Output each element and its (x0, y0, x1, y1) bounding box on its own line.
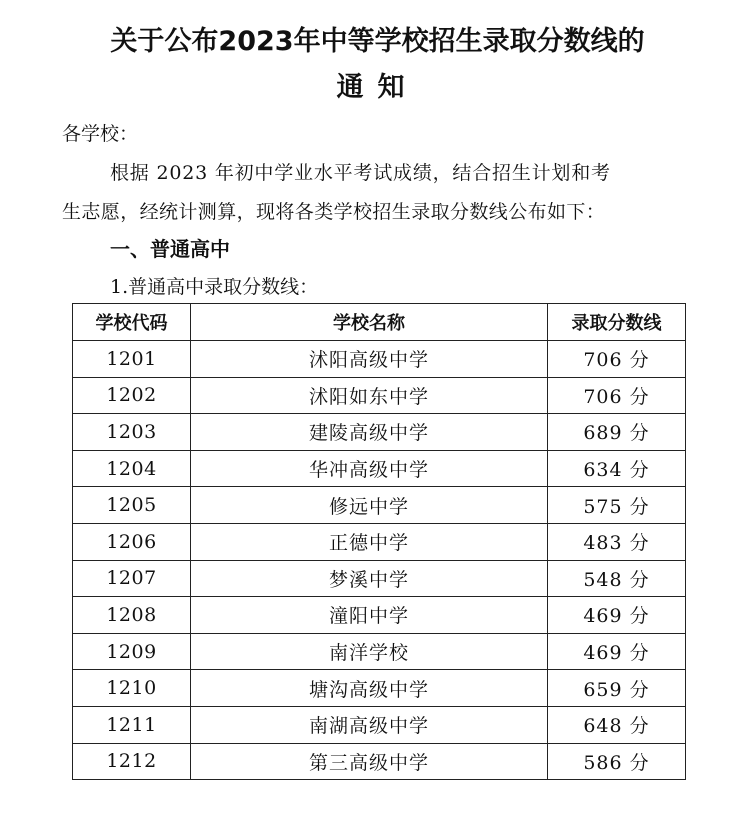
school-code: 1209 (73, 633, 191, 670)
score-line: 575 分 (548, 487, 686, 524)
body-paragraph-line2: 生志愿，经统计测算，现将各类学校招生录取分数线公布如下： (62, 201, 606, 223)
score-line: 706 分 (548, 341, 686, 378)
table-row (73, 597, 686, 634)
school-name: 修远中学 (191, 487, 548, 524)
salutation: 各学校： (62, 123, 139, 145)
header-school-name: 学校名称 (191, 304, 548, 341)
table-row (73, 743, 686, 780)
school-name: 沭阳高级中学 (191, 341, 548, 378)
school-name: 建陵高级中学 (191, 414, 548, 451)
school-code: 1210 (73, 670, 191, 707)
score-line: 659 分 (548, 670, 686, 707)
school-name: 塘沟高级中学 (191, 670, 548, 707)
school-code: 1207 (73, 560, 191, 597)
table-row (73, 414, 686, 451)
table-row (73, 487, 686, 524)
school-code: 1205 (73, 487, 191, 524)
score-line: 469 分 (548, 597, 686, 634)
header-score-line: 录取分数线 (548, 304, 686, 341)
score-line: 548 分 (548, 560, 686, 597)
school-name: 沭阳如东中学 (191, 377, 548, 414)
table-row (73, 670, 686, 707)
table-row (73, 560, 686, 597)
school-code: 1211 (73, 706, 191, 743)
score-line: 483 分 (548, 523, 686, 560)
notice-title-line2: 通知 (336, 72, 419, 103)
school-code: 1201 (73, 341, 191, 378)
school-name: 第三高级中学 (191, 743, 548, 780)
school-name: 南洋学校 (191, 633, 548, 670)
school-code: 1204 (73, 450, 191, 487)
table-row (73, 633, 686, 670)
header-school-code: 学校代码 (73, 304, 191, 341)
school-code: 1203 (73, 414, 191, 451)
school-code: 1202 (73, 377, 191, 414)
score-line: 706 分 (548, 377, 686, 414)
table-row (73, 377, 686, 414)
table-row (73, 706, 686, 743)
score-line: 689 分 (548, 414, 686, 451)
section-heading: 一、普通高中 (110, 237, 230, 261)
table-header-row (73, 304, 686, 341)
notice-title-line1: 关于公布2023年中等学校招生录取分数线的 (110, 26, 645, 57)
body-paragraph-line1: 根据 2023 年初中学业水平考试成绩，结合招生计划和考 (110, 162, 611, 184)
school-code: 1212 (73, 743, 191, 780)
score-line: 648 分 (548, 706, 686, 743)
table-row (73, 523, 686, 560)
table-row (73, 450, 686, 487)
school-name: 梦溪中学 (191, 560, 548, 597)
school-name: 南湖高级中学 (191, 706, 548, 743)
school-code: 1206 (73, 523, 191, 560)
score-line: 634 分 (548, 450, 686, 487)
school-name: 正德中学 (191, 523, 548, 560)
score-line: 469 分 (548, 633, 686, 670)
admission-score-table (72, 303, 686, 780)
school-code: 1208 (73, 597, 191, 634)
school-name: 潼阳中学 (191, 597, 548, 634)
school-name: 华冲高级中学 (191, 450, 548, 487)
table-row (73, 341, 686, 378)
table-subheading: 1.普通高中录取分数线： (110, 276, 319, 298)
score-line: 586 分 (548, 743, 686, 780)
